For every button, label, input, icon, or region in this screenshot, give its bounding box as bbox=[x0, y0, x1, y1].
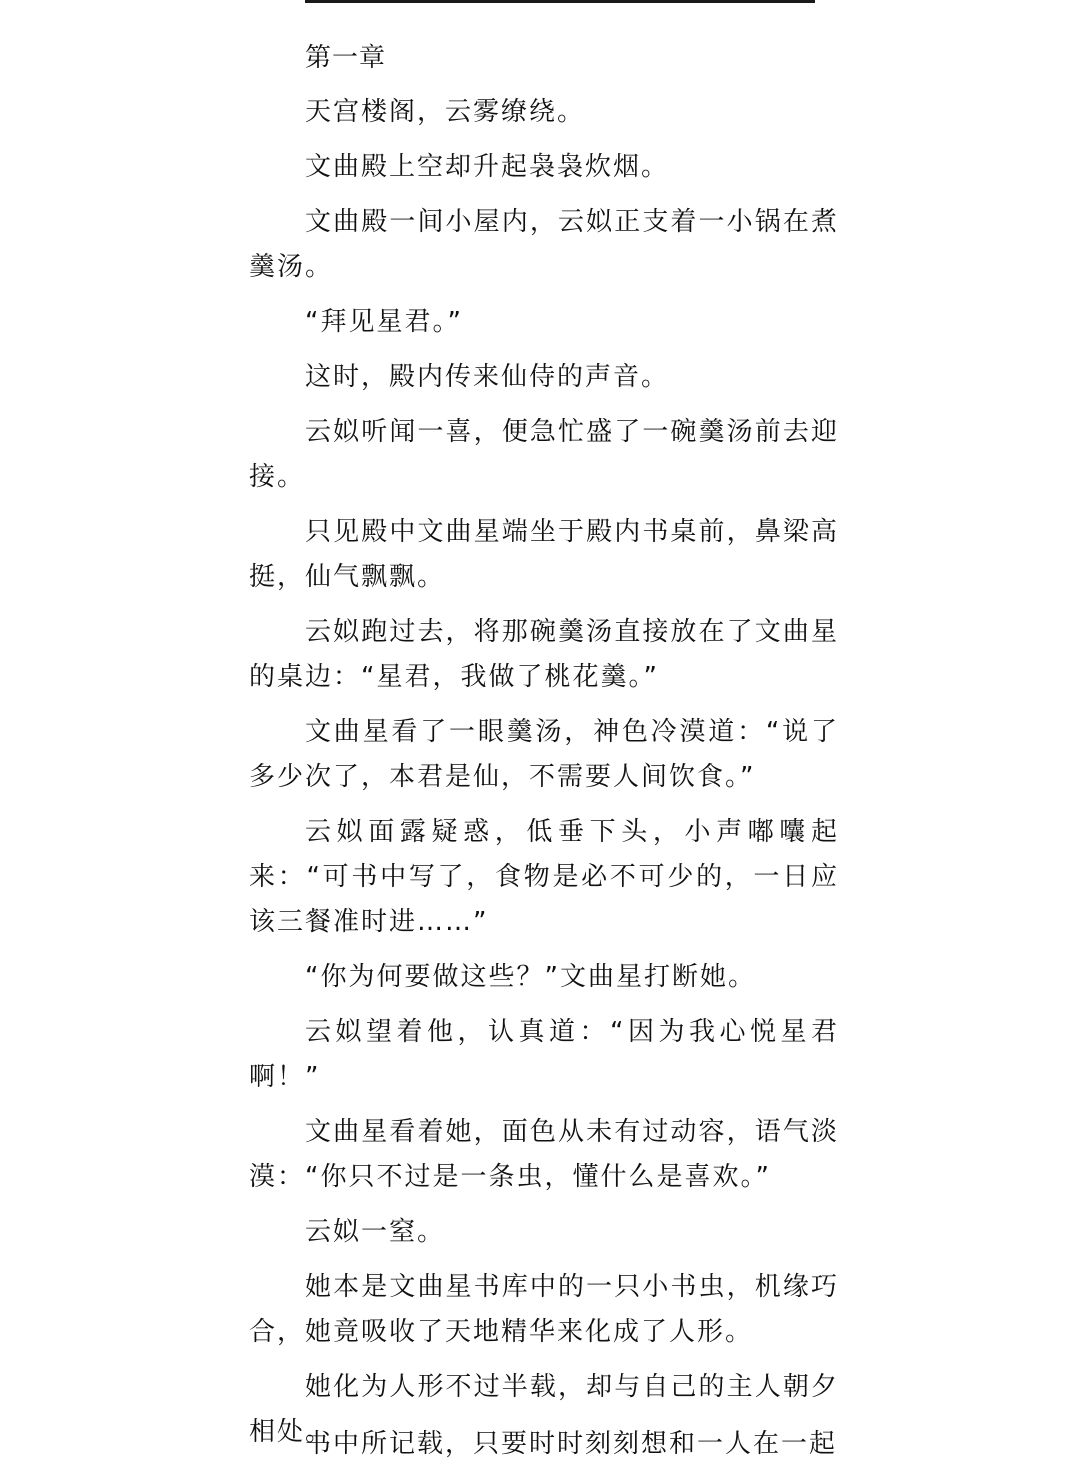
paragraph: 云姒面露疑惑，低垂下头，小声嘟囔起来：“可书中写了，食物是必不可少的，一日应该三餐准时进……” bbox=[249, 817, 839, 937]
paragraph: 只见殿中文曲星端坐于殿内书桌前，鼻梁高挺，仙气飘飘。 bbox=[249, 517, 839, 592]
paragraph: 云姒望着他，认真道：“因为我心悦星君啊！” bbox=[249, 1017, 839, 1092]
paragraph: 文曲殿一间小屋内，云姒正支着一小锅在煮羹汤。 bbox=[249, 207, 839, 282]
chapter-content bbox=[249, 36, 839, 1465]
paragraph: 这时，殿内传来仙侍的声音。 bbox=[305, 362, 670, 392]
paragraph: “拜见星君。” bbox=[305, 307, 463, 337]
paragraph: 文曲殿上空却升起袅袅炊烟。 bbox=[305, 152, 670, 182]
paragraph: 文曲星看着她，面色从未有过动容，语气淡漠：“你只不过是一条虫，懂什么是喜欢。” bbox=[249, 1117, 839, 1192]
paragraph: 文曲星看了一眼羹汤，神色冷漠道：“说了多少次了，本君是仙，不需要人间饮食。” bbox=[249, 717, 839, 792]
cut-off-text: 书中所记载，只要时时刻刻想和一人在一起 bbox=[305, 1429, 838, 1459]
cut-off-line bbox=[305, 1420, 845, 1459]
paragraph: 云姒跑过去，将那碗羹汤直接放在了文曲星的桌边：“星君，我做了桃花羹。” bbox=[249, 617, 839, 692]
paragraph: 云姒听闻一喜，便急忙盛了一碗羹汤前去迎接。 bbox=[249, 417, 839, 492]
paragraph: 云姒一窒。 bbox=[305, 1217, 446, 1247]
paragraph: 她本是文曲星书库中的一只小书虫，机缘巧合，她竟吸收了天地精华来化成了人形。 bbox=[249, 1272, 839, 1347]
paragraph: 天宫楼阁，云雾缭绕。 bbox=[305, 97, 586, 127]
paragraph: “你为何要做这些？”文曲星打断她。 bbox=[305, 962, 756, 992]
top-divider bbox=[305, 0, 815, 3]
paragraph: 她化为人形不过半载，却与自己的主人朝夕相处。 bbox=[249, 1372, 839, 1447]
chapter-title: 第一章 bbox=[305, 43, 387, 73]
